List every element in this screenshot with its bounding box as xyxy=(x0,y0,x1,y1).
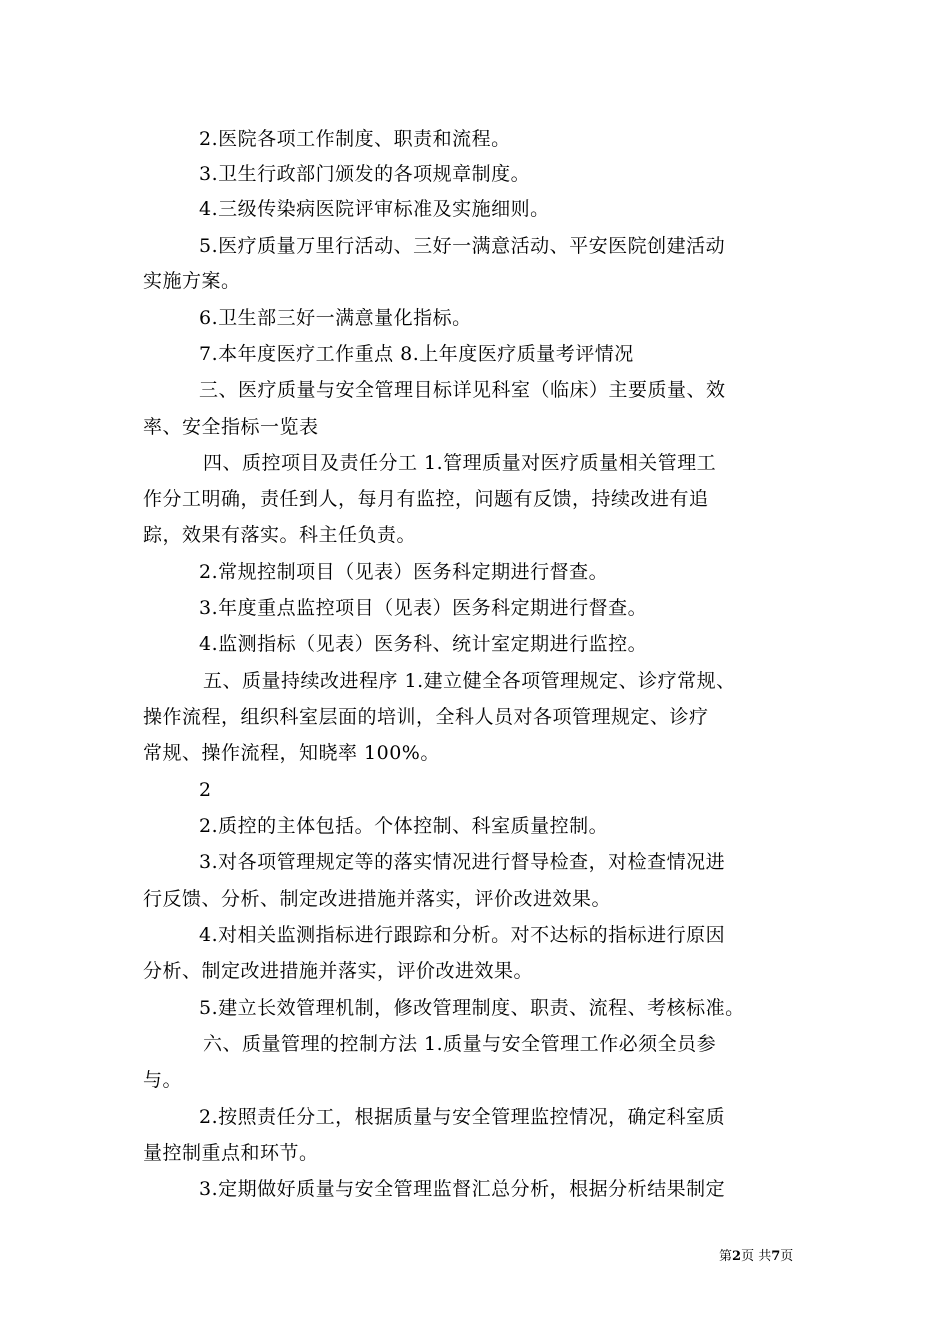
current-page-number: 2 xyxy=(732,1249,742,1264)
paragraph-line: 量控制重点和环节。 xyxy=(143,1142,319,1164)
paragraph-line: 分析、制定改进措施并落实，评价改进效果。 xyxy=(143,960,534,982)
paragraph-line: 3.定期做好质量与安全管理监督汇总分析，根据分析结果制定 xyxy=(199,1178,726,1200)
paragraph-line: 常规、操作流程，知晓率 100%。 xyxy=(143,742,440,764)
paragraph-line: 3.年度重点监控项目（见表）医务科定期进行督查。 xyxy=(199,597,648,619)
paragraph-line: 作分工明确，责任到人，每月有监控，问题有反馈，持续改进有追 xyxy=(143,488,709,510)
paragraph-line: 操作流程，组织科室层面的培训，全科人员对各项管理规定、诊疗 xyxy=(143,706,709,728)
paragraph-line: 3.卫生行政部门颁发的各项规章制度。 xyxy=(199,163,531,185)
paragraph-line: 2.医院各项工作制度、职责和流程。 xyxy=(199,128,511,150)
paragraph-line: 2.质控的主体包括。个体控制、科室质量控制。 xyxy=(199,815,609,837)
total-page-number: 7 xyxy=(771,1249,781,1264)
paragraph-line: 行反馈、分析、制定改进措施并落实，评价改进效果。 xyxy=(143,888,612,910)
paragraph-line: 5.建立长效管理机制，修改管理制度、职责、流程、考核标准。 xyxy=(199,997,745,1019)
page-marker: 2 xyxy=(199,779,212,801)
footer-prefix: 第 xyxy=(719,1249,733,1264)
paragraph-line: 实施方案。 xyxy=(143,270,241,292)
paragraph-line: 率、安全指标一览表 xyxy=(143,416,319,438)
footer-middle: 页 共 xyxy=(741,1249,772,1264)
paragraph-line: 2.按照责任分工，根据质量与安全管理监控情况，确定科室质 xyxy=(199,1106,726,1128)
paragraph-line: 2.常规控制项目（见表）医务科定期进行督查。 xyxy=(199,561,609,583)
paragraph-line: 4.对相关监测指标进行跟踪和分析。对不达标的指标进行原因 xyxy=(199,924,726,946)
paragraph-line: 六、质量管理的控制方法 1.质量与安全管理工作必须全员参 xyxy=(203,1033,717,1055)
paragraph-line: 与。 xyxy=(143,1069,183,1091)
paragraph-line: 五、质量持续改进程序 1.建立健全各项管理规定、诊疗常规、 xyxy=(203,670,736,692)
paragraph-line: 三、医疗质量与安全管理目标详见科室（临床）主要质量、效 xyxy=(199,379,726,401)
paragraph-line: 4.三级传染病医院评审标准及实施细则。 xyxy=(199,198,550,220)
footer-suffix: 页 xyxy=(780,1249,794,1264)
paragraph-line: 7.本年度医疗工作重点 8.上年度医疗质量考评情况 xyxy=(199,343,634,365)
paragraph-line: 踪，效果有落实。科主任负责。 xyxy=(143,524,417,546)
paragraph-line: 4.监测指标（见表）医务科、统计室定期进行监控。 xyxy=(199,633,648,655)
paragraph-line: 5.医疗质量万里行活动、三好一满意活动、平安医院创建活动 xyxy=(199,235,726,257)
paragraph-line: 6.卫生部三好一满意量化指标。 xyxy=(199,307,472,329)
paragraph-line: 3.对各项管理规定等的落实情况进行督导检查，对检查情况进 xyxy=(199,851,726,873)
paragraph-line: 四、质控项目及责任分工 1.管理质量对医疗质量相关管理工 xyxy=(203,452,717,474)
page-footer xyxy=(719,1249,793,1265)
